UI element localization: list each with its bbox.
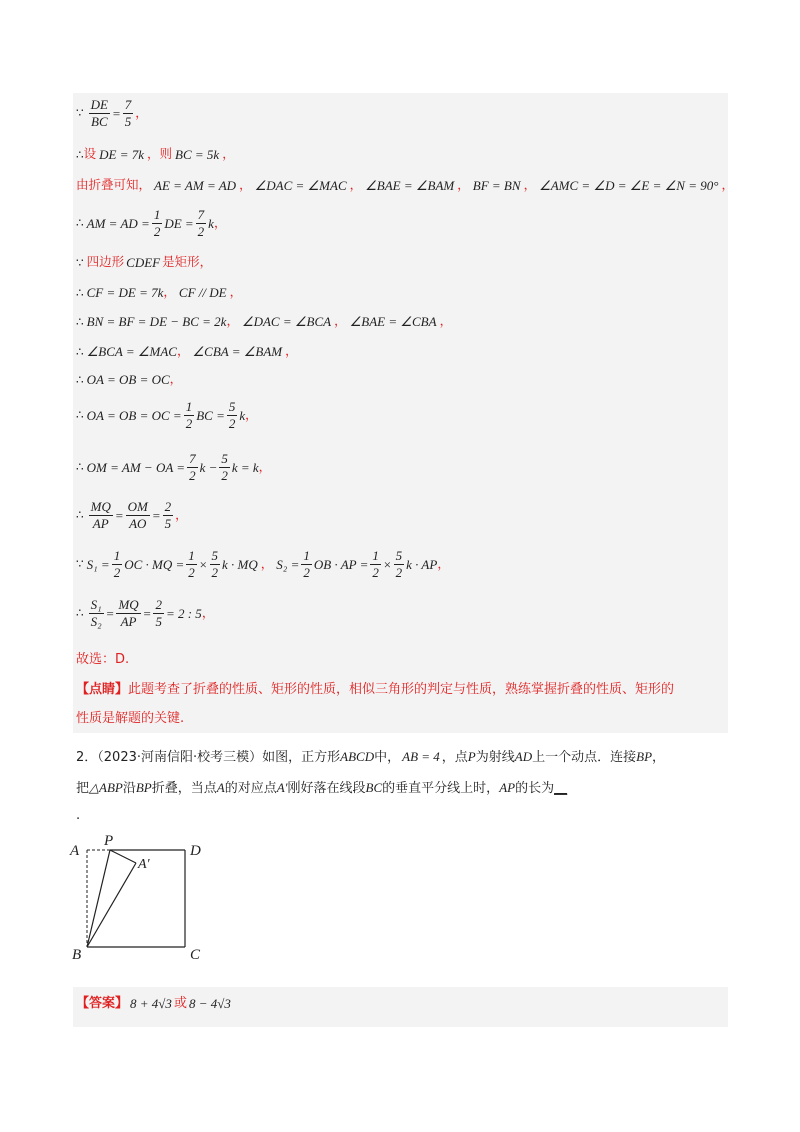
- problem-line-2: 把△ABP沿BP折叠，当点A的对应点A′刚好落在线段BC的垂直平分线上时，AP的长为__: [76, 780, 568, 796]
- solution-line-1: ∵ $\frac{DE}{BC}$ = $\frac{7}{5}$ ，: [76, 97, 148, 129]
- problem-period: .: [76, 808, 81, 823]
- solution-line-11: ∴ OM = AM − OA = $\frac{7}{2}$ k − $\frac{5}{2}$ k = k ，: [76, 451, 272, 483]
- fraction-de-bc: $\frac{DE}{BC}$: [90, 97, 108, 129]
- label-a: A: [70, 843, 80, 859]
- solution-line-9: ∴ OA = OB = OC ，: [76, 371, 183, 387]
- because-symbol: ∵: [76, 106, 84, 121]
- solution-line-2: ∴ 设 DE = 7k ，则 BC = 5k ，: [76, 146, 235, 162]
- fraction-7-5: $\frac{7}{5}$: [124, 97, 132, 129]
- label-a-prime: A′: [138, 857, 150, 872]
- answer-line: 【答案】 8 + 4√3 或 8 − 4√3: [76, 996, 231, 1011]
- comment-line-1: 【点睛】 此题考查了折叠的性质、矩形的性质，相似三角形的判定与性质，熟练掌握折叠的性质、矩形的: [76, 682, 675, 697]
- segment-pa-prime: [110, 850, 136, 863]
- answer-blank: __: [554, 781, 568, 796]
- solution-line-3: 由折叠可知， AE = AM = AD ， ∠DAC = ∠MAC ， ∠BAE = ∠BAM ， BF = BN ， ∠AMC = ∠D = ∠E = ∠N = 90° ，: [76, 177, 734, 193]
- label-p: P: [104, 833, 114, 849]
- segment-bp: [87, 850, 110, 947]
- solution-line-14: ∴ $\frac{\text{S₁}}{\text{S₂}}$ = $\frac{MQ}{AP}$ = $\frac{2}{5}$ = 2 : 5 ，: [76, 597, 215, 629]
- solution-line-6: ∴ CF = DE = 7k ， CF // DE ，: [76, 284, 243, 300]
- solution-line-4: ∴ AM = AD = $\frac{1}{2}$ DE = $\frac{7}{2}$ k ，: [76, 207, 227, 239]
- solution-line-7: ∴ BN = BF = DE − BC = 2k ， ∠DAC = ∠BCA ， ∠BAE = ∠CBA ，: [76, 313, 453, 329]
- solution-line-13: ∵ S₁ = $\frac{1}{2}$ OC · MQ = $\frac{1}{2}$ × $\frac{5}{2}$ k · MQ ， S₂ = $\frac{1}{2}$ OB · AP = $\frac{1}{2}$ × $\frac{5}{2}$ k · AP ，: [76, 548, 450, 580]
- answer-value-1: 8 + 4√3: [130, 996, 172, 1011]
- problem-line-1: 2．（2023·河南信阳·校考三模）如图，正方形ABCD中， AB = 4 ，点P为射线AD上一个动点．连接BP，: [76, 749, 666, 765]
- solution-line-10: ∴ OA = OB = OC = $\frac{1}{2}$ BC = $\frac{5}{2}$ k ，: [76, 399, 258, 431]
- comment-tag: 【点睛】: [76, 682, 129, 697]
- solution-line-12: ∴ $\frac{MQ}{AP}$ = $\frac{OM}{AO}$ = $\frac{2}{5}$ ，: [76, 499, 188, 531]
- answer-tag: 【答案】: [76, 996, 129, 1011]
- answer-value-2: 8 − 4√3: [188, 996, 231, 1011]
- label-d: D: [190, 843, 201, 859]
- solution-line-8: ∴ ∠BCA = ∠MAC ， ∠CBA = ∠BAM ，: [76, 343, 298, 359]
- label-b: B: [72, 947, 82, 963]
- label-c: C: [190, 947, 201, 963]
- comment-line-2: 性质是解题的关键.: [76, 711, 185, 726]
- answer-choice: 故选：D.: [76, 652, 130, 667]
- segment-ba-prime: [87, 863, 136, 947]
- geometry-figure: [70, 835, 210, 965]
- solution-line-5: ∵ 四边形 CDEF 是矩形，: [76, 254, 213, 270]
